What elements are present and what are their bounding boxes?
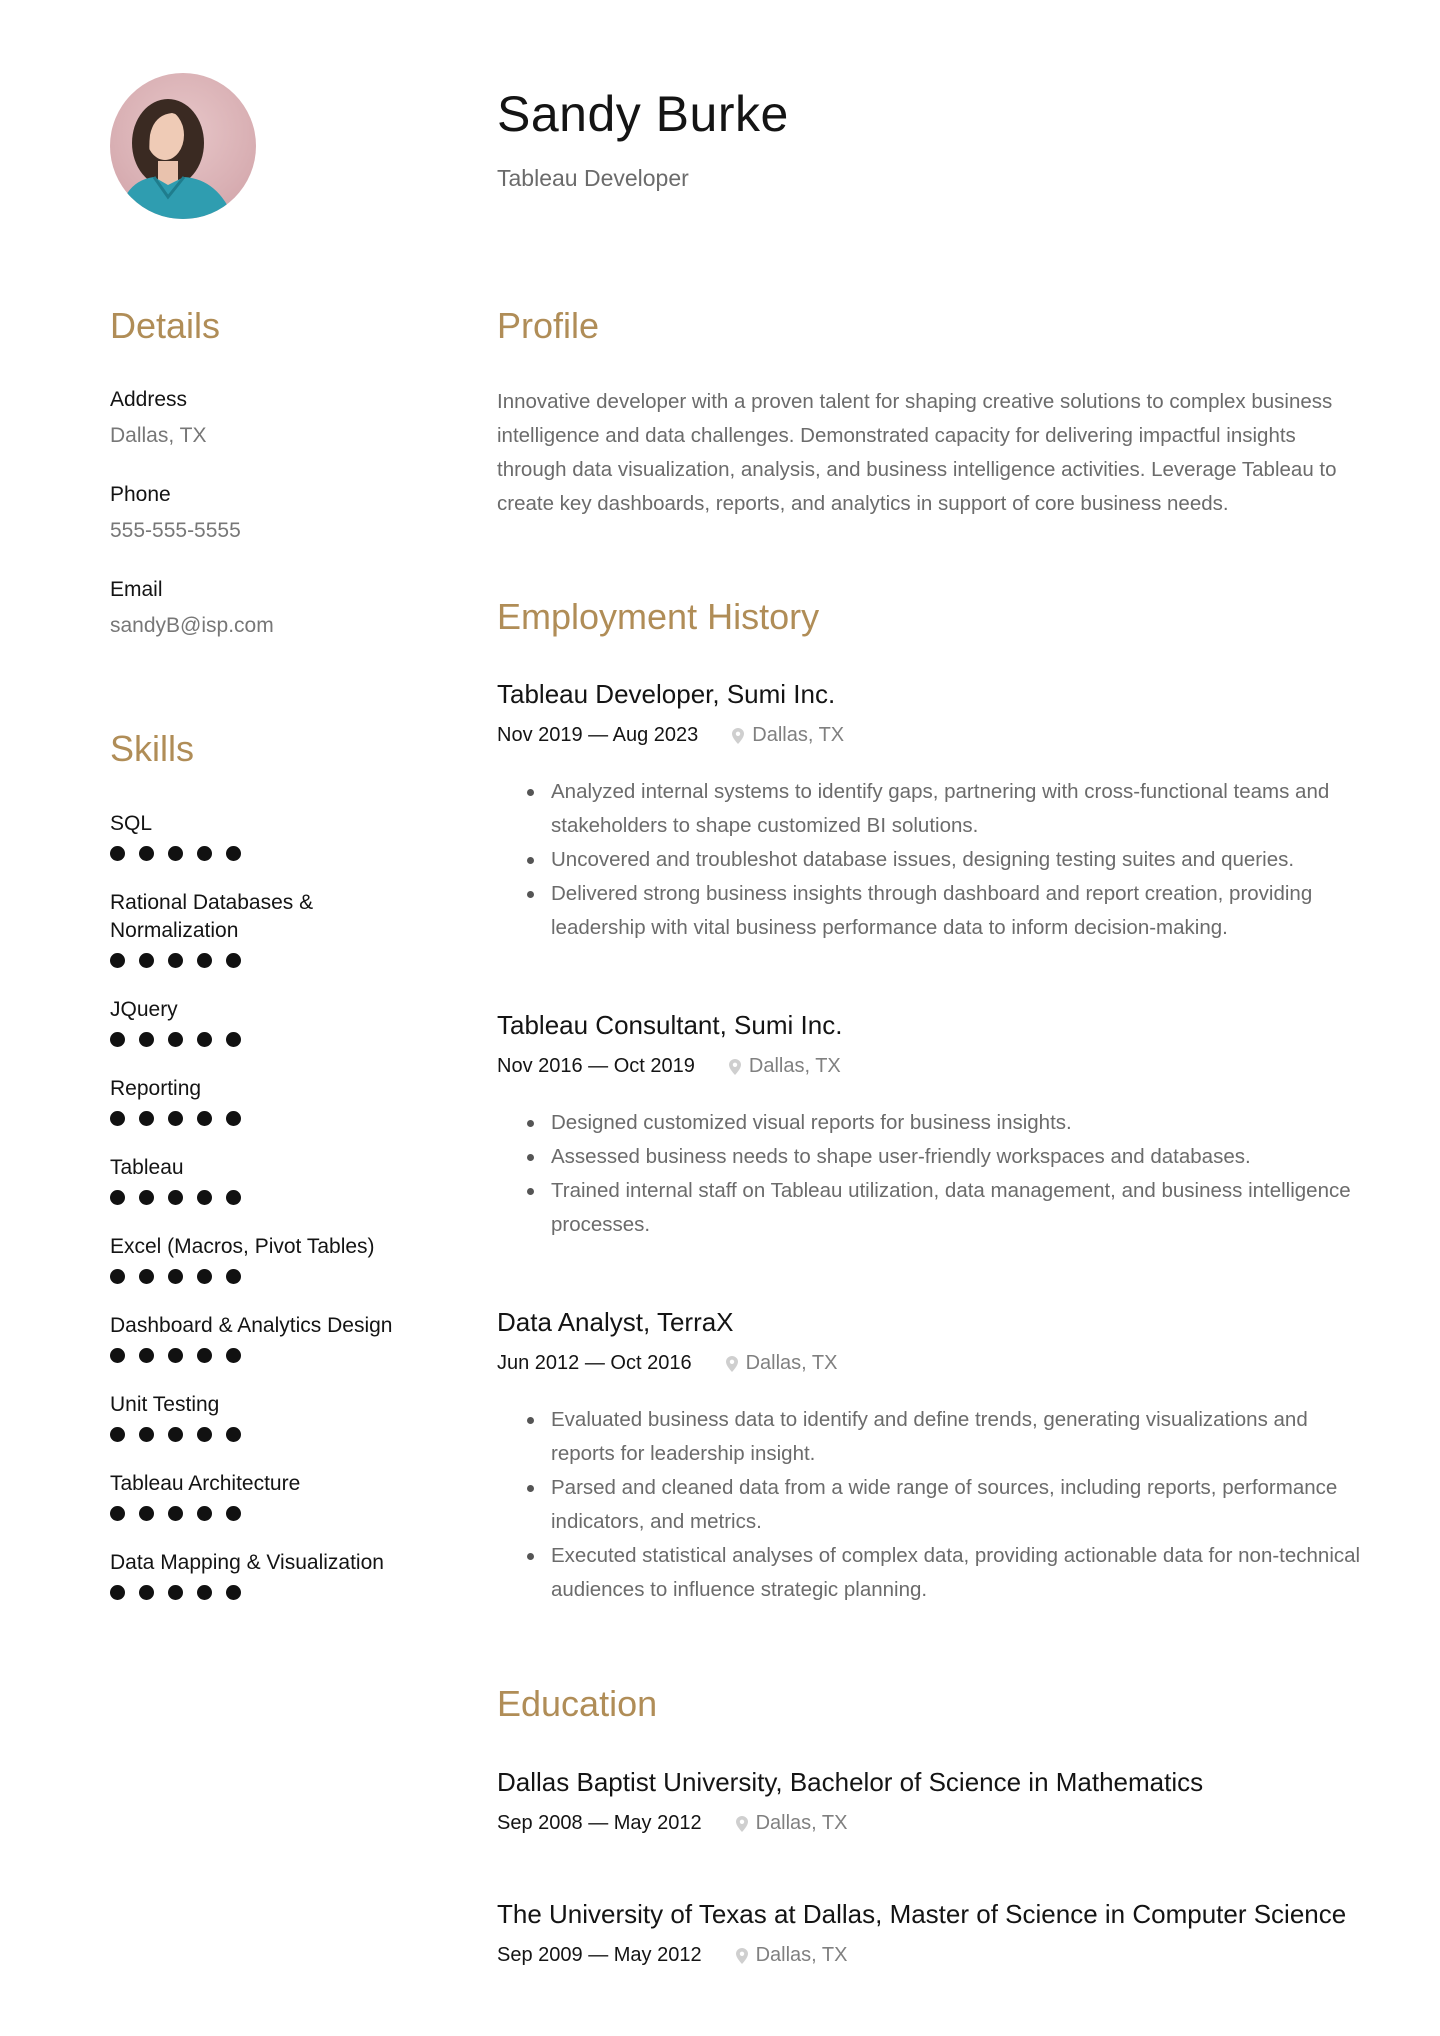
job-bullet: Assessed business needs to shape user-friendly workspaces and databases. [497,1140,1367,1174]
skill-level-dots [110,1506,410,1521]
education-meta [497,1944,1367,1967]
job-title: Data Analyst, TerraX [497,1307,734,1337]
skill-dot [139,1585,154,1600]
skill-dot [197,1506,212,1521]
skill-dot [226,846,241,861]
job-entry [497,1307,1367,1607]
profile-photo-icon [110,73,256,219]
skill-dot [168,1506,183,1521]
skill-dot [139,1032,154,1047]
job-bullet: Trained internal staff on Tableau utilization, data management, and business intelligence processes. [497,1174,1367,1242]
job-bullet: Parsed and cleaned data from a wide range of sources, including reports, performance indicators, and metrics. [497,1471,1367,1539]
education-dates: Sep 2009 — May 2012 [497,1944,702,1966]
skill-dot [110,1032,125,1047]
skill-dot [168,1269,183,1284]
skill-name: Excel (Macros, Pivot Tables) [110,1235,375,1258]
job-bullet: Evaluated business data to identify and define trends, generating visualizations and reports for leadership insight. [497,1403,1367,1471]
candidate-job-title: Tableau Developer [497,165,689,191]
skill-name: Unit Testing [110,1393,220,1416]
skills-heading: Skills [110,728,195,769]
skill-dot [110,1269,125,1284]
job-meta [497,724,1367,747]
skill-dot [197,1190,212,1205]
job-entry [497,1010,1367,1242]
skill-dot [197,1585,212,1600]
location-pin-icon [736,1816,748,1832]
skill-dot [110,1427,125,1442]
job-bullet: Uncovered and troubleshot database issues, designing testing suites and queries. [497,843,1367,877]
job-title: Tableau Consultant, Sumi Inc. [497,1010,843,1040]
skill-level-dots [110,1585,410,1600]
skill-item [110,1075,410,1126]
details-label: Address [110,388,188,411]
details-label: Phone [110,483,171,506]
job-dates: Jun 2012 — Oct 2016 [497,1352,692,1374]
skill-dot [226,1032,241,1047]
education-title: Dallas Baptist University, Bachelor of Science in Mathematics [497,1767,1204,1797]
skill-dot [226,1190,241,1205]
skill-dot [197,1111,212,1126]
job-bullets [497,1106,1367,1242]
skill-dot [226,1585,241,1600]
details-value: 555-555-5555 [110,519,241,542]
skill-item [110,1154,410,1205]
skills-list [110,810,410,1628]
skill-dot [168,1190,183,1205]
details-value: Dallas, TX [110,424,207,447]
details-phone [110,483,430,543]
profile-section [497,385,1367,521]
education-dates: Sep 2008 — May 2012 [497,1812,702,1834]
skill-dot [226,1111,241,1126]
skill-level-dots [110,1348,410,1363]
employment-heading: Employment History [497,596,820,637]
skill-name: Rational Databases & Normalization [110,891,314,942]
skill-item [110,1470,410,1521]
skill-dot [168,846,183,861]
skill-dot [197,846,212,861]
job-bullet: Analyzed internal systems to identify gaps, partnering with cross-functional teams and stakeholders to shape customized BI solutions. [497,775,1367,843]
skill-item [110,1233,410,1284]
location-pin-icon [726,1356,738,1372]
skill-dot [168,1032,183,1047]
skill-name: Data Mapping & Visualization [110,1551,384,1574]
job-bullet: Designed customized visual reports for business insights. [497,1106,1367,1140]
email-link[interactable]: sandyB@isp.com [110,614,274,637]
education-location: Dallas, TX [755,1944,848,1966]
skill-dot [197,1032,212,1047]
skill-name: Tableau [110,1156,184,1179]
skill-dot [226,1427,241,1442]
skill-dot [110,1190,125,1205]
skill-dot [110,1585,125,1600]
job-location: Dallas, TX [748,1055,841,1077]
skill-dot [226,953,241,968]
profile-summary: Innovative developer with a proven talent for shaping creative solutions to complex business intelligence and data challenges. Demonstrated capacity for delivering impactful insights through data visualization, analysis, and business intelligence activities. Leverage Tableau to create key dashboards, reports, and analytics in support of core business needs. [497,390,1337,515]
skill-dot [226,1348,241,1363]
skill-dot [139,1111,154,1126]
job-bullet: Executed statistical analyses of complex data, providing actionable data for non-technical audiences to influence strategic planning. [497,1539,1367,1607]
skill-dot [139,1348,154,1363]
job-dates: Nov 2019 — Aug 2023 [497,724,699,746]
skill-dot [139,846,154,861]
skill-level-dots [110,846,410,861]
skill-dot [139,1427,154,1442]
skill-level-dots [110,1269,410,1284]
job-meta [497,1352,1367,1375]
details-address [110,388,430,448]
skill-level-dots [110,1032,410,1047]
candidate-name: Sandy Burke [497,86,789,142]
skill-item [110,810,410,861]
education-title: The University of Texas at Dallas, Master of Science in Computer Science [497,1899,1347,1929]
skill-dot [226,1269,241,1284]
skill-dot [110,1111,125,1126]
location-pin-icon [732,728,744,744]
skill-dot [139,1190,154,1205]
skill-dot [168,1427,183,1442]
education-location: Dallas, TX [755,1812,848,1834]
details-label: Email [110,578,163,601]
skill-dot [139,953,154,968]
education-entry [497,1899,1367,1967]
skill-name: Reporting [110,1077,202,1100]
skill-level-dots [110,1427,410,1442]
job-location: Dallas, TX [752,724,845,746]
skill-dot [139,1269,154,1284]
skill-name: Dashboard & Analytics Design [110,1314,393,1337]
skill-level-dots [110,1111,410,1126]
skill-level-dots [110,953,410,968]
skill-name: JQuery [110,998,178,1021]
skill-dot [110,846,125,861]
avatar [110,73,256,219]
profile-heading: Profile [497,305,600,346]
job-bullets [497,1403,1367,1607]
details-section [110,388,430,673]
skill-dot [110,953,125,968]
job-title: Tableau Developer, Sumi Inc. [497,679,836,709]
details-heading: Details [110,305,221,346]
skill-name: SQL [110,812,153,835]
skill-item [110,1312,410,1363]
job-bullet: Delivered strong business insights through dashboard and report creation, providing leadership with vital business performance data to inform decision-making. [497,877,1367,945]
job-dates: Nov 2016 — Oct 2019 [497,1055,695,1077]
skill-item [110,1549,410,1600]
skill-item [110,889,410,968]
skill-dot [197,1348,212,1363]
skill-dot [226,1506,241,1521]
job-meta [497,1055,1367,1078]
skill-dot [139,1506,154,1521]
location-pin-icon [729,1059,741,1075]
skill-dot [168,1585,183,1600]
education-meta [497,1812,1367,1835]
job-bullets [497,775,1367,945]
skill-dot [168,953,183,968]
skill-name: Tableau Architecture [110,1472,301,1495]
skill-dot [197,953,212,968]
location-pin-icon [736,1948,748,1964]
job-location: Dallas, TX [745,1352,838,1374]
skill-level-dots [110,1190,410,1205]
skill-dot [197,1269,212,1284]
education-entry [497,1767,1367,1835]
skill-dot [197,1427,212,1442]
skill-dot [168,1348,183,1363]
skill-item [110,996,410,1047]
skill-dot [110,1506,125,1521]
details-email [110,578,430,638]
job-entry [497,679,1367,945]
skill-dot [168,1111,183,1126]
skill-item [110,1391,410,1442]
education-heading: Education [497,1683,658,1724]
skill-dot [110,1348,125,1363]
